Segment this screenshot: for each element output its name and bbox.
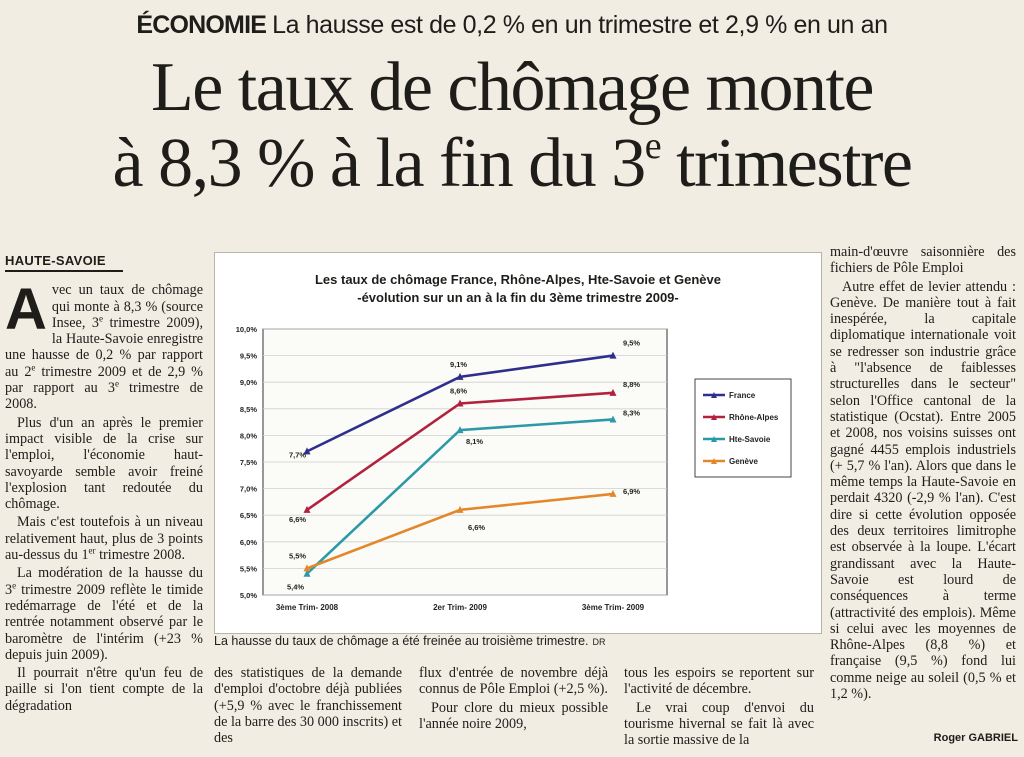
data-label: 6,9% bbox=[623, 486, 641, 496]
x-tick-label: 3ème Trim- 2008 bbox=[275, 603, 339, 612]
col1-p3-b: trimestre 2008. bbox=[95, 547, 185, 564]
photo-credit: DR bbox=[592, 637, 606, 647]
col1-p4-a: La modération de la hausse du 3 bbox=[5, 565, 203, 598]
region-label: HAUTE-SAVOIE bbox=[5, 253, 123, 272]
y-tick-label: 6,0% bbox=[239, 537, 257, 547]
data-label: 6,6% bbox=[289, 514, 307, 524]
y-tick-label: 6,5% bbox=[239, 511, 257, 521]
data-label: 9,5% bbox=[623, 338, 641, 348]
kicker bbox=[0, 8, 1024, 42]
col2-paragraph-1: des statistiques de la demande d'emploi d'octobre déjà publiées (+5,9 % avec le franchissement de la barre des 30 000 inscrits) et des bbox=[214, 665, 402, 747]
col1-p4-b: trimestre 2009 reflète le timide redémarrage de l'été et de la rentrée notamment observé par le baromètre de l'intérim (+23 % depuis juin 2009). bbox=[5, 581, 203, 663]
headline-line-1: Le taux de chômage monte bbox=[150, 49, 874, 126]
y-tick-label: 8,0% bbox=[239, 431, 257, 441]
col1-p1-sup1: e bbox=[98, 313, 103, 324]
col1-paragraph-5: Il pourrait n'être qu'un feu de paille si l'on tient compte de la dégradation bbox=[5, 665, 203, 714]
col1-paragraph-4 bbox=[5, 565, 203, 663]
x-axis bbox=[276, 603, 645, 612]
data-label: 8,8% bbox=[623, 379, 641, 389]
data-label: 5,5% bbox=[289, 551, 307, 561]
col5-paragraph-1: main-d'œuvre saisonnière des fichiers de Pôle Emploi bbox=[830, 244, 1016, 277]
column-2 bbox=[214, 665, 402, 748]
x-tick-label: 3ème Trim- 2009 bbox=[581, 603, 645, 612]
chart-figure bbox=[214, 252, 822, 634]
column-1 bbox=[5, 253, 203, 716]
col1-p1-c: trimestre 2009 et de 2,9 % par rapport au 3 bbox=[5, 363, 203, 397]
chart-grid bbox=[263, 329, 667, 595]
col1-p4-sup: e bbox=[12, 579, 17, 590]
col3-paragraph-1: flux d'entrée de novembre déjà connus de Pôle Emploi (+2,5 %). bbox=[419, 665, 608, 698]
headline bbox=[0, 50, 1024, 202]
column-3 bbox=[419, 665, 608, 734]
legend-entry: Rhône-Alpes bbox=[729, 413, 779, 422]
legend-entry: Hte-Savoie bbox=[729, 435, 771, 444]
col1-p3-a: Mais c'est toutefois à un niveau relativement haut, plus de 3 points au-dessus du 1 bbox=[5, 514, 203, 564]
col1-p1-a: vec un taux de chômage qui monte à 8,3 % (source Insee, 3 bbox=[51, 282, 203, 331]
author-signature: Roger GABRIEL bbox=[933, 732, 1018, 744]
col4-paragraph-2: Le vrai coup d'envoi du tourisme hivernal se fait là avec la sortie massive de la bbox=[624, 699, 814, 749]
x-tick-label: 2er Trim- 2009 bbox=[433, 603, 487, 612]
data-label: 5,4% bbox=[287, 582, 305, 592]
col5-paragraph-2: Autre effet de levier attendu : Genève. De manière tout à fait inespérée, la capitale diplomatique internationale voit se redresser son industrie grâce à "l'absence de faiblesses structurelles dans le secteur" selon l'Office cantonal de la statistique (Ocstat). Entre 2005 et 2008, nos voisins suisses ont gagné 4455 emplois industriels (+ 5,7 % l'an). Alors que dans le même temps la Haute-Savoie en perdait 4320 (-2,9 % l'an). C'est dire si cette évolution opposée des deux territoires limitrophe est observée à la loupe. L'écart grandissant avec la Haute-Savoie est lourd de conséquences à terme (attractivité des emplois). Même si celui avec les moyennes de Rhône-Alpes (8,8 %) et française (9,5 %) fond lui comme neige au soleil (0,5 % et 1,2 %). bbox=[830, 278, 1016, 703]
col1-p1-sup2: e bbox=[31, 362, 36, 373]
data-label: 8,3% bbox=[623, 408, 641, 418]
col1-paragraph-3 bbox=[5, 514, 203, 563]
y-tick-label: 7,5% bbox=[239, 458, 257, 467]
kicker-text: La hausse est de 0,2 % en un trimestre et 2,9 % en un an bbox=[272, 11, 888, 39]
data-label: 7,7% bbox=[289, 450, 307, 460]
drop-cap: A bbox=[5, 277, 47, 343]
col1-p1-d: trimestre de 2008. bbox=[5, 380, 203, 413]
chart-title-line-2: -évolution sur un an à la fin du 3ème trimestre 2009- bbox=[357, 290, 679, 305]
col1-p1-sup3: e bbox=[114, 378, 119, 389]
col1-p3-sup: er bbox=[88, 545, 96, 556]
col3-paragraph-2: Pour clore du mieux possible l'année noire 2009, bbox=[419, 699, 608, 732]
headline-line-2-a: à 8,3 % à la fin du 3 bbox=[112, 125, 645, 202]
headline-line-2-b: trimestre bbox=[660, 125, 912, 202]
data-label: 8,1% bbox=[466, 437, 484, 447]
headline-superscript: e bbox=[644, 125, 661, 167]
y-tick-label: 5,0% bbox=[239, 591, 257, 600]
data-label: 8,6% bbox=[450, 386, 468, 396]
data-label: 6,6% bbox=[468, 522, 486, 532]
line-chart bbox=[215, 253, 821, 633]
y-axis bbox=[236, 325, 258, 600]
section-label: ÉCONOMIE bbox=[136, 11, 267, 39]
data-label: 9,1% bbox=[450, 359, 468, 369]
column-4 bbox=[624, 665, 814, 750]
chart-title-line-1: Les taux de chômage France, Rhône-Alpes, Hte-Savoie et Genève bbox=[314, 272, 722, 287]
y-tick-label: 5,5% bbox=[239, 564, 257, 574]
col1-p1-b: trimestre 2009), la Haute-Savoie enregistre une hausse de 0,2 % par rapport au 2 bbox=[5, 314, 203, 380]
y-tick-label: 9,5% bbox=[239, 351, 257, 361]
col4-paragraph-1: tous les espoirs se reportent sur l'activité de décembre. bbox=[624, 665, 814, 698]
col1-paragraph-1 bbox=[5, 277, 203, 413]
y-tick-label: 8,5% bbox=[239, 404, 257, 414]
chart-legend bbox=[695, 379, 791, 477]
legend-entry: Genève bbox=[729, 457, 758, 466]
caption-text: La hausse du taux de chômage a été freinée au troisième trimestre. bbox=[214, 634, 589, 648]
y-tick-label: 7,0% bbox=[239, 484, 257, 494]
col1-paragraph-2: Plus d'un an après le premier impact visible de la crise sur l'emploi, l'économie haut-savoyarde semble avoir freiné l'explosion tant redoutée du chômage. bbox=[5, 414, 203, 513]
chart-caption bbox=[214, 634, 820, 648]
headline-line-2 bbox=[0, 126, 1024, 202]
column-5 bbox=[830, 244, 1016, 704]
y-tick-label: 10,0% bbox=[235, 325, 257, 334]
y-tick-label: 9,0% bbox=[239, 378, 257, 388]
legend-entry: France bbox=[729, 391, 756, 400]
